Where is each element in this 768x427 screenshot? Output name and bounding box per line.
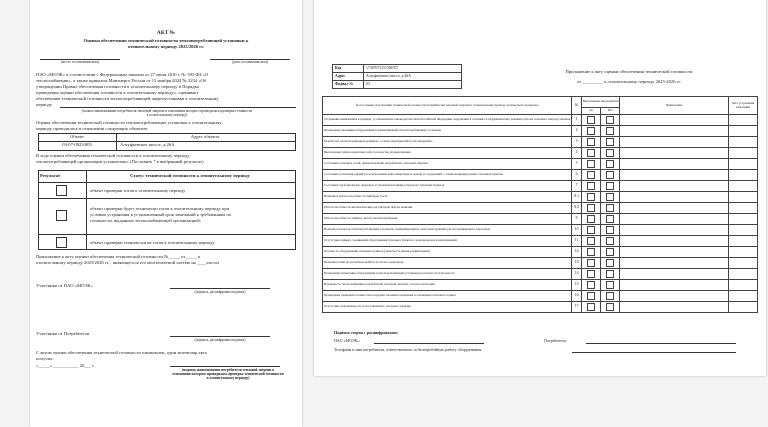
yes-checkbox[interactable] [587, 182, 595, 190]
yes-checkbox-cell [581, 269, 600, 280]
no-checkbox[interactable] [606, 193, 614, 201]
checklist-item-number: 5 [572, 159, 582, 170]
checklist-table [322, 96, 758, 313]
addr-label: Адрес [333, 73, 364, 81]
checklist-item-number: 17 [572, 302, 582, 313]
checklist-note-cell[interactable] [620, 236, 728, 247]
appendix-subtitle: от _________ к отопительному периоду 2025-2026 гг. [576, 80, 682, 84]
result-conditional-line1: объект проверки будет технически готов к отопительному периоду при [90, 206, 230, 211]
final-caption-3: к отопительному периоду) [206, 376, 250, 380]
checklist-item-number: 3 [572, 137, 582, 148]
col-mark-header: Выполнение мероприятия [581, 97, 620, 108]
sig-moek-caption: (подпись, расшифровка подписи) [194, 290, 246, 294]
code-value: 17367073151506707 [364, 65, 462, 73]
para1-line1: ПАО «МОЭК» в соответствии с Федеральным законом от 27 июля 2010 г. № 190-ФЗ «О [36, 72, 209, 77]
checklist-note-cell[interactable] [620, 214, 728, 225]
no-checkbox-cell [601, 115, 620, 126]
checklist-date-cell[interactable] [728, 148, 757, 159]
checklist-row [323, 181, 758, 192]
no-checkbox-cell [601, 203, 620, 214]
checklist-item-number: 4 [572, 148, 582, 159]
no-checkbox-cell [601, 236, 620, 247]
col-no-header: Нет [601, 108, 620, 115]
checklist-item-text: Устранение выявленных в порядке, установленном законодательством Российской Федерации, нарушений в тепловых и гидравлических режимах работы тепловых энергоустановок [323, 115, 572, 126]
checklist-row [323, 214, 758, 225]
yes-checkbox[interactable] [587, 270, 595, 278]
checklist-item-text: Выполнение плана ремонтных работ и качество их выполнения [323, 148, 572, 159]
yes-checkbox-cell [581, 291, 600, 302]
yes-checkbox[interactable] [587, 116, 595, 124]
act-subtitle-year: отопительному периоду 2025/2026 гг. [127, 44, 205, 49]
no-checkbox-cell [601, 159, 620, 170]
checklist-row [323, 170, 758, 181]
no-checkbox-cell [601, 181, 620, 192]
no-checkbox[interactable] [606, 138, 614, 146]
checklist-date-cell[interactable] [728, 214, 757, 225]
checklist-row [323, 269, 758, 280]
col-note-header: Примечание [620, 97, 728, 115]
checklist-item-text: Разработка эксплуатационных режимов, а также мероприятий по их внедрению [323, 137, 572, 148]
consumer-caption-2: к отопительному периоду) [146, 113, 188, 117]
yes-checkbox[interactable] [587, 204, 595, 212]
checklist-date-cell[interactable] [728, 159, 757, 170]
code-label: Код [333, 65, 364, 73]
checklist-note-cell[interactable] [620, 258, 728, 269]
checklist-date-cell[interactable] [728, 181, 757, 192]
result-conditional-line3: готовности, выданных теплоснабжающей организацией; [90, 218, 201, 223]
checklist-note-cell[interactable] [620, 225, 728, 236]
checklist-item-number: 10 [572, 225, 582, 236]
checklist-date-cell[interactable] [728, 225, 757, 236]
no-checkbox-cell [601, 126, 620, 137]
no-checkbox-cell [601, 269, 620, 280]
checklist-date-cell[interactable] [728, 126, 757, 137]
para4-line1: Приложение к акту оценки обеспечения технической готовности №_____ от_____ к [36, 254, 201, 259]
checklist-item-text: Проведение испытания оборудования теплопотребляющих установок на плотность и прочность [323, 269, 572, 280]
col-yes-header: Да [581, 108, 600, 115]
para1-line6: периоду [36, 102, 53, 107]
sig-consumer-caption: (подпись, расшифровка подписи) [194, 338, 246, 342]
yes-checkbox-cell [581, 225, 600, 236]
consumer-caption: (полное наименование потребителя тепловой энергии в отношении которого проводилась проверка готовности [81, 109, 253, 113]
checklist-note-cell[interactable] [620, 291, 728, 302]
appendix-page [314, 0, 766, 376]
no-checkbox-cell [601, 291, 620, 302]
date-caption: (дата составления акта) [231, 60, 269, 64]
no-checkbox-cell [601, 148, 620, 159]
para1-line2: теплоснабжении», а также приказом Минэнерго России от 13 ноября 2024 № 2234 «Об [36, 78, 207, 83]
checklist-row [323, 291, 758, 302]
para4-line2: отопительному периоду 2025/2026 гг. , являющегося его неотъемлемой частью на ____листах [36, 260, 220, 265]
col-date-header: Дата устранения замечаний [728, 97, 757, 115]
yes-checkbox-cell [581, 137, 600, 148]
yes-checkbox[interactable] [587, 138, 595, 146]
yes-checkbox[interactable] [587, 226, 595, 234]
para3-line1: В ходе оценки обеспечения технической готовности к отопительному периоду [36, 153, 190, 158]
checklist-note-cell[interactable] [620, 247, 728, 258]
checklist-date-cell[interactable] [728, 258, 757, 269]
final-caption-1: (подпись наименование потребителя тепловой энергии в [181, 368, 275, 372]
no-checkbox-cell [601, 214, 620, 225]
yes-checkbox[interactable] [587, 171, 595, 179]
yes-checkbox-cell [581, 247, 600, 258]
col-item-header: № п/п оценка обеспечения технической готовности потребителей тепловой энергии к отопительному периоду должна быть проверено [323, 97, 572, 115]
sign-consumer-label: Потребитель: [544, 339, 568, 343]
checklist-item-number: 11 [572, 236, 582, 247]
checklist-item-number: 9 [572, 214, 582, 225]
checklist-row [323, 115, 758, 126]
no-checkbox-cell [601, 192, 620, 203]
checklist-date-cell[interactable] [728, 291, 757, 302]
checklist-row [323, 126, 758, 137]
sig-consumer-label: Участники от Потребителя [36, 331, 89, 336]
checklist-row [323, 225, 758, 236]
checklist-item-text: Наличие паспортов теплопотребляющих установок, принципиальных схем и инструкций для обслуживающего персонала [323, 225, 572, 236]
no-checkbox[interactable] [606, 237, 614, 245]
checklist-row [323, 192, 758, 203]
yes-checkbox-cell [581, 214, 600, 225]
object-info-table [332, 64, 462, 89]
checklist-row [323, 236, 758, 247]
checklist-note-cell[interactable] [620, 159, 728, 170]
object-col-header: Объект [69, 134, 85, 139]
para2-line2: периоду проводилась в отношении следующих объектов: [36, 126, 148, 131]
checklist-row [323, 148, 758, 159]
checklist-item-text: Работоспособность защиты систем теплопотребления [323, 214, 572, 225]
yes-checkbox[interactable] [587, 281, 595, 289]
checklist-item-number: 12 [572, 247, 582, 258]
object-address: Алтуфьевское шоссе, д.26А [120, 142, 175, 147]
checklist-item-number: 16 [572, 291, 582, 302]
checklist-note-cell[interactable] [620, 137, 728, 148]
no-checkbox[interactable] [606, 303, 614, 311]
yes-checkbox[interactable] [587, 215, 595, 223]
checklist-item-text: Состояние тепловых сетей, принадлежащих потребителю тепловой энергии [323, 159, 572, 170]
checklist-item-text: Состояние трубопроводов, арматуры и тепловой изоляции в пределах тепловых пунктов [323, 181, 572, 192]
checklist-note-cell[interactable] [620, 148, 728, 159]
checklist-row [323, 258, 758, 269]
checklist-item-number: 2 [572, 126, 582, 137]
para2-line1: Оценка обеспечения технической готовности теплопотребляющих установок к отопительному [36, 120, 222, 125]
no-checkbox-cell [601, 302, 620, 313]
yes-checkbox-cell [581, 203, 600, 214]
result-not-ready-text: объект проверки технически не готов к отопительному периоду [90, 240, 215, 245]
checklist-note-cell[interactable] [620, 192, 728, 203]
appendix-title: Приложение к акту оценки обеспечения технической готовности [565, 70, 693, 74]
yes-checkbox-cell [581, 280, 600, 291]
result-ready-text: объект проверки готов к отопительному периоду [90, 188, 186, 193]
checklist-note-cell[interactable] [620, 280, 728, 291]
checklist-item-text: Плотность оборудования тепловых пунктов (указать Р и время в примечании) [323, 247, 572, 258]
yes-checkbox[interactable] [587, 193, 595, 201]
addr-value: Алтуфьевское шоссе, д.26А [364, 73, 462, 81]
yes-checkbox-cell [581, 181, 600, 192]
checklist-note-cell[interactable] [620, 269, 728, 280]
checklist-item-number: 13 [572, 258, 582, 269]
checklist-item-number: 15 [572, 280, 582, 291]
yes-checkbox[interactable] [587, 160, 595, 168]
date-line: «_____» ___________ 20___ г. [36, 363, 95, 368]
checklist-item-number: 8.1 [572, 192, 582, 203]
checklist-item-text: Проведение проверки готовности на предмет наличия оснащения и оснащения теплового пункта [323, 291, 572, 302]
no-checkbox-cell [601, 247, 620, 258]
no-checkbox[interactable] [606, 160, 614, 168]
checklist-item-text: Работоспособность автоматических регуляторов при их наличии [323, 203, 572, 214]
result-header: Результат [40, 173, 61, 178]
checklist-item-text: Надежность теплоснабжения потребителей тепловой энергии согласно категории [323, 280, 572, 291]
no-checkbox-cell [601, 258, 620, 269]
checklist-note-cell[interactable] [620, 115, 728, 126]
yes-checkbox[interactable] [587, 149, 595, 157]
checklist-item-number: 14 [572, 269, 582, 280]
checklist-date-cell[interactable] [728, 137, 757, 148]
yes-checkbox-cell [581, 236, 600, 247]
checklist-note-cell[interactable] [620, 126, 728, 137]
object-id: 03-07-0923/005 [62, 142, 92, 147]
no-checkbox[interactable] [606, 259, 614, 267]
yes-checkbox-cell [581, 148, 600, 159]
checklist-date-cell[interactable] [728, 247, 757, 258]
yes-checkbox-cell [581, 302, 600, 313]
no-checkbox-cell [601, 225, 620, 236]
checklist-date-cell[interactable] [728, 236, 757, 247]
para1-line3: утверждении Правил обеспечения готовности к отопительному периоду и Порядка [36, 84, 199, 89]
yes-checkbox[interactable] [587, 237, 595, 245]
checklist-row [323, 280, 758, 291]
checklist-date-cell[interactable] [728, 269, 757, 280]
yes-checkbox-cell [581, 115, 600, 126]
checklist-date-cell[interactable] [728, 170, 757, 181]
result-not-ready-checkbox[interactable] [56, 237, 67, 248]
checklist-date-cell[interactable] [728, 280, 757, 291]
final-caption-2: отношении которого проводилась проверка технической готовности [172, 372, 284, 376]
fdvl-value: 03 [364, 81, 462, 89]
no-checkbox[interactable] [606, 149, 614, 157]
checklist-row [323, 137, 758, 148]
no-checkbox[interactable] [606, 171, 614, 179]
checklist-note-cell[interactable] [620, 302, 728, 313]
result-conditional-checkbox[interactable] [56, 210, 67, 221]
no-checkbox-cell [601, 280, 620, 291]
checklist-note-cell[interactable] [620, 203, 728, 214]
para3-line2: теплопотребляющей организации установлено: (Поставить * в выбранный результат) [36, 159, 204, 164]
checklist-item-number: 6 [572, 170, 582, 181]
checklist-note-cell[interactable] [620, 181, 728, 192]
no-checkbox[interactable] [606, 215, 614, 223]
yes-checkbox[interactable] [587, 127, 595, 135]
checklist-date-cell[interactable] [728, 302, 757, 313]
checklist-item-text: Отсутствие прямых соединений оборудования тепловых пунктов с водопроводом и канализацией [323, 236, 572, 247]
yes-checkbox-cell [581, 192, 600, 203]
checklist-note-cell[interactable] [620, 170, 728, 181]
result-conditional-line2: условии устранения в установленный срок замечаний к требованиям по [90, 212, 232, 217]
para1-line5: обеспечение технической готовности теплопотребляющей энергоустановки к отопительному [36, 96, 219, 101]
checklist-item-text: Проведение промывки оборудования и коммуникаций теплопотребляющих установок [323, 126, 572, 137]
place-caption: (место составления акта) [60, 60, 100, 64]
para5-line2: получил: [36, 356, 54, 361]
no-checkbox[interactable] [606, 127, 614, 135]
result-ready-checkbox[interactable] [56, 185, 67, 196]
checklist-item-text: Отсутствие задолженности за поставленную тепловую энергию [323, 302, 572, 313]
act-subtitle: Оценки обеспечения технической готовности теплопотребляющей установки к [83, 38, 249, 43]
no-checkbox[interactable] [606, 116, 614, 124]
para5-line1: С актом оценки обеспечения технической готовности ознакомлен, один экземпляр акта [36, 350, 207, 355]
no-checkbox[interactable] [606, 270, 614, 278]
checklist-item-number: 1 [572, 115, 582, 126]
col-num-header: № [572, 97, 582, 115]
checklist-item-text: Состояние утепления зданий (за исключением многоквартирных домов) и сооружений, а также индивидуальных тепловых пунктов [323, 170, 572, 181]
no-checkbox-cell [601, 170, 620, 181]
checklist-item-number: 8.2 [572, 203, 582, 214]
para1-line4: проведения оценки обеспечения готовности к отопительному периоду», оценивает [36, 90, 199, 95]
yes-checkbox[interactable] [587, 248, 595, 256]
no-checkbox[interactable] [606, 226, 614, 234]
no-checkbox[interactable] [606, 182, 614, 190]
phone-line-label: Телефоны и имя потребителя, ответственного за бесперебойную работу оборудования [334, 348, 482, 352]
checklist-date-cell[interactable] [728, 115, 757, 126]
sign-header: Подписи сторон с расшифровками: [334, 331, 399, 335]
no-checkbox-cell [601, 137, 620, 148]
checklist-item-number: 7 [572, 181, 582, 192]
yes-checkbox[interactable] [587, 259, 595, 267]
checklist-date-cell[interactable] [728, 203, 757, 214]
sign-moek-label: ПАО «МОЭК»: [334, 339, 361, 343]
checklist-row [323, 159, 758, 170]
yes-checkbox-cell [581, 170, 600, 181]
status-header: Статус технической готовности к отопительному периоду [130, 173, 250, 178]
yes-checkbox[interactable] [587, 292, 595, 300]
sig-moek-label: Участники от ПАО «МОЭК» [36, 283, 93, 288]
yes-checkbox[interactable] [587, 303, 595, 311]
address-col-header: Адрес объекта [190, 134, 220, 139]
checklist-row [323, 302, 758, 313]
act-title: АКТ № [156, 30, 176, 36]
yes-checkbox-cell [581, 159, 600, 170]
yes-checkbox-cell [581, 258, 600, 269]
checklist-row [323, 247, 758, 258]
act-page [30, 0, 302, 427]
yes-checkbox-cell [581, 126, 600, 137]
no-checkbox[interactable] [606, 204, 614, 212]
checklist-item-text: Наличие и работоспособность приборов учета [323, 192, 572, 203]
no-checkbox[interactable] [606, 292, 614, 300]
no-checkbox[interactable] [606, 281, 614, 289]
checklist-row [323, 203, 758, 214]
checklist-date-cell[interactable] [728, 192, 757, 203]
no-checkbox[interactable] [606, 248, 614, 256]
fdvl-label: Фидвал № [333, 81, 364, 89]
checklist-item-text: Наличие пломб на расчетных шайбах и соплах элеваторов [323, 258, 572, 269]
